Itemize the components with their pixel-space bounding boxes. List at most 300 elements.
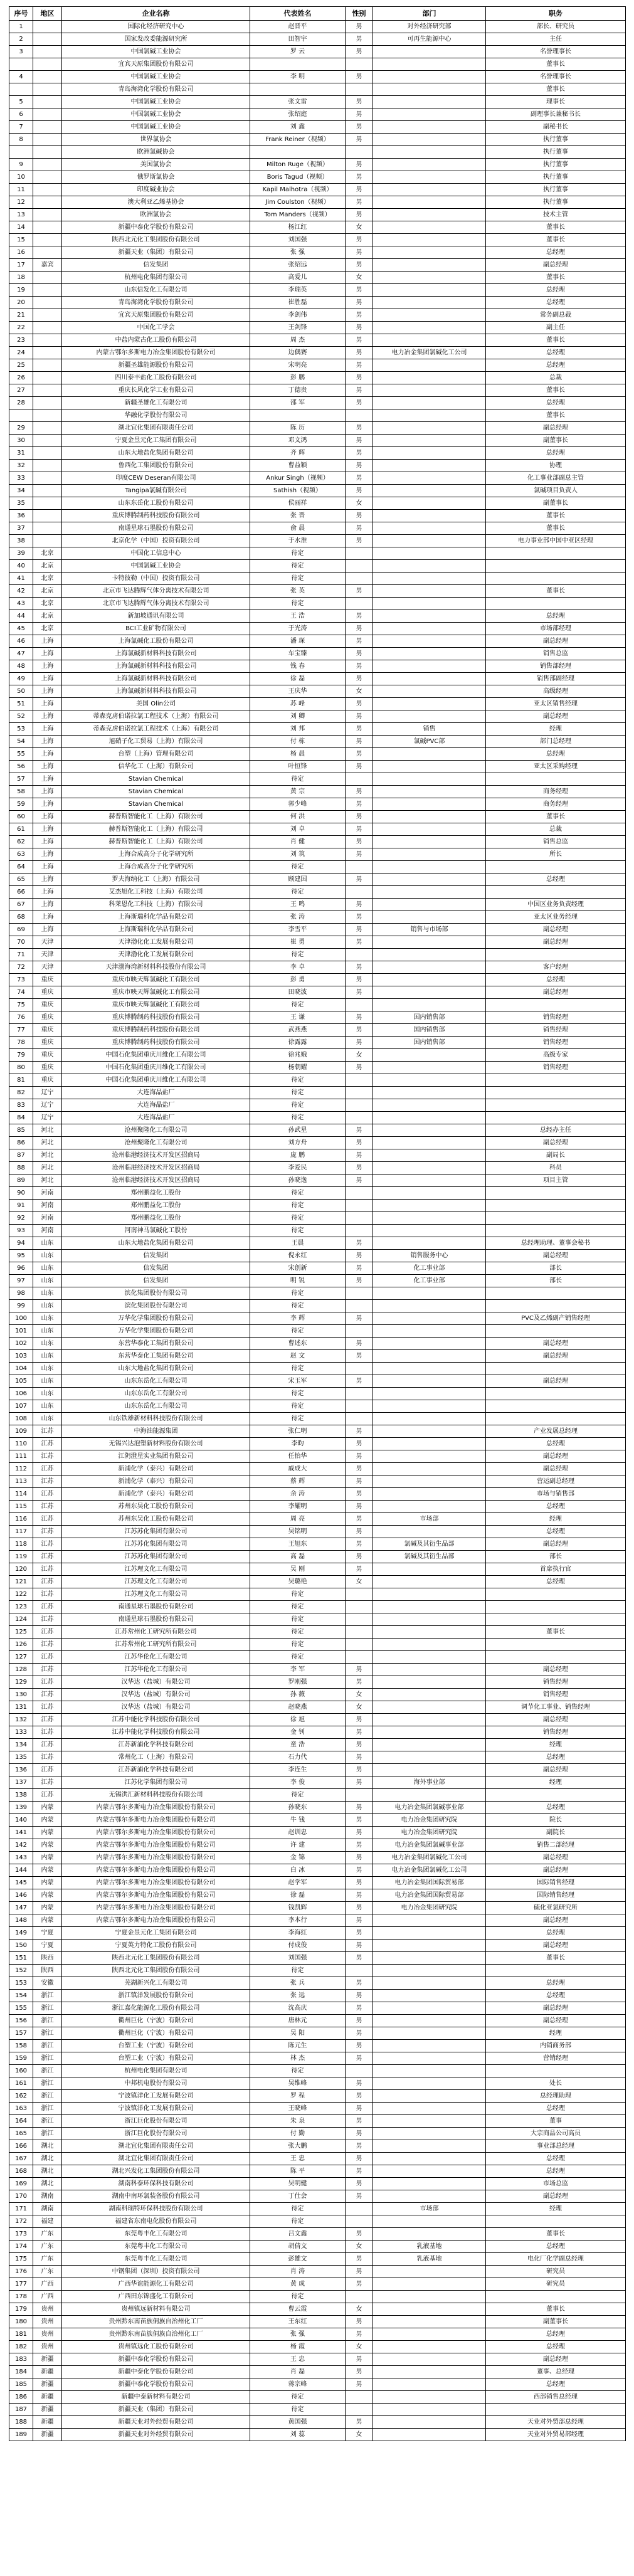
cell-company: 信发集团 [62, 1275, 250, 1287]
cell-dept [373, 748, 486, 761]
cell-no: 64 [9, 861, 33, 874]
cell-title: 亚太区采购经理 [486, 761, 626, 773]
cell-gender: 男 [346, 259, 373, 272]
cell-gender [346, 1112, 373, 1124]
cell-name: Ankur Singh（视频） [250, 472, 346, 485]
cell-title: 销售部经理 [486, 660, 626, 673]
cell-gender [346, 409, 373, 422]
cell-company: 内蒙古鄂尔多斯电力冶金集团股份有限公司 [62, 1827, 250, 1839]
cell-dept: 国内销售部 [373, 1011, 486, 1024]
cell-gender [346, 999, 373, 1011]
cell-region: 广西 [33, 2278, 62, 2291]
cell-no: 74 [9, 986, 33, 999]
cell-no: 5 [9, 96, 33, 108]
cell-company: 江苏苏化集团有限公司 [62, 1526, 250, 1538]
cell-title: 销售经理 [486, 1676, 626, 1689]
header-company: 企业名称 [62, 7, 250, 21]
cell-gender: 男 [346, 234, 373, 246]
cell-no: 26 [9, 372, 33, 384]
cell-dept [373, 999, 486, 1011]
cell-no: 100 [9, 1312, 33, 1325]
cell-dept [373, 146, 486, 159]
cell-company: 信发集团 [62, 1250, 250, 1262]
table-row [9, 811, 626, 823]
table-row [9, 1927, 626, 1940]
cell-dept [373, 2190, 486, 2203]
cell-gender [346, 146, 373, 159]
cell-name: 潘 琛 [250, 635, 346, 648]
table-row [9, 2241, 626, 2253]
table-row [9, 96, 626, 108]
cell-title: 销售经理 [486, 1062, 626, 1074]
cell-dept [373, 949, 486, 961]
cell-name: 张 兵 [250, 1977, 346, 1990]
cell-title: 西部销售总经理 [486, 2391, 626, 2404]
cell-name: 待定 [250, 2404, 346, 2416]
cell-no: 151 [9, 1952, 33, 1965]
cell-gender: 男 [346, 1237, 373, 1250]
cell-region: 广东 [33, 2228, 62, 2241]
cell-region: 江苏 [33, 1501, 62, 1513]
cell-no: 143 [9, 1852, 33, 1864]
cell-dept [373, 2353, 486, 2366]
cell-company: 中海油能源集团 [62, 1425, 250, 1438]
cell-dept [373, 698, 486, 710]
cell-title: 总经理 [486, 2241, 626, 2253]
table-row [9, 1714, 626, 1726]
cell-no: 15 [9, 234, 33, 246]
cell-name: 田智宇 [250, 33, 346, 46]
cell-gender: 男 [346, 2090, 373, 2103]
cell-region [33, 234, 62, 246]
cell-company: 新浦化学（泰兴）有限公司 [62, 1463, 250, 1475]
cell-no: 164 [9, 2115, 33, 2128]
cell-no: 17 [9, 259, 33, 272]
cell-company: 中国氯碱工业协会 [62, 46, 250, 58]
cell-no: 57 [9, 773, 33, 786]
cell-dept [373, 710, 486, 723]
cell-dept [373, 435, 486, 447]
cell-gender: 男 [346, 1739, 373, 1751]
cell-title: 名誉理事长 [486, 71, 626, 83]
cell-title: 董事长 [486, 221, 626, 234]
cell-region [33, 359, 62, 372]
cell-region: 山东 [33, 1287, 62, 1300]
cell-no: 54 [9, 736, 33, 748]
cell-no: 179 [9, 2303, 33, 2316]
cell-no: 131 [9, 1701, 33, 1714]
cell-title: 研究员 [486, 2278, 626, 2291]
cell-dept [373, 2303, 486, 2316]
cell-title: 董事长 [486, 234, 626, 246]
cell-no: 158 [9, 2040, 33, 2052]
table-row [9, 623, 626, 635]
cell-no: 76 [9, 1011, 33, 1024]
cell-title: 部长、研究员 [486, 21, 626, 33]
cell-company: 山东大地盐化集团有限公司 [62, 1237, 250, 1250]
table-row [9, 1789, 626, 1802]
cell-company: 广西田东锦盛化工有限公司 [62, 2291, 250, 2303]
cell-company: 中国石化集团重庆川维化工有限公司 [62, 1074, 250, 1087]
cell-name: 罗 程 [250, 2090, 346, 2103]
cell-name: 赵晋平 [250, 21, 346, 33]
cell-title: 总经理 [486, 1501, 626, 1513]
cell-title: 董事长 [486, 1626, 626, 1639]
cell-gender [346, 1225, 373, 1237]
cell-dept: 乳液基地 [373, 2241, 486, 2253]
cell-gender: 男 [346, 823, 373, 836]
cell-region: 江苏 [33, 1463, 62, 1475]
cell-name: 李剑伟 [250, 309, 346, 322]
cell-name: 白 冰 [250, 1864, 346, 1877]
cell-dept [373, 1350, 486, 1363]
cell-gender [346, 1087, 373, 1099]
cell-title: 董事长 [486, 272, 626, 284]
cell-dept [373, 234, 486, 246]
cell-dept: 电力冶金集团研究院 [373, 1814, 486, 1827]
cell-gender: 男 [346, 1124, 373, 1137]
cell-region: 江苏 [33, 1764, 62, 1776]
cell-dept [373, 2015, 486, 2027]
cell-gender: 男 [346, 485, 373, 497]
cell-name: 待定 [250, 1287, 346, 1300]
cell-title [486, 2065, 626, 2077]
cell-name: 李海红 [250, 1927, 346, 1940]
cell-dept: 市场部 [373, 2203, 486, 2215]
table-row [9, 761, 626, 773]
cell-dept [373, 1488, 486, 1501]
cell-title [486, 598, 626, 610]
cell-no: 110 [9, 1438, 33, 1450]
cell-region: 上海 [33, 836, 62, 848]
cell-region: 辽宁 [33, 1099, 62, 1112]
cell-region: 上海 [33, 698, 62, 710]
cell-gender: 男 [346, 924, 373, 936]
cell-dept [373, 1651, 486, 1664]
cell-region: 江苏 [33, 1664, 62, 1676]
cell-gender [346, 1789, 373, 1802]
cell-title: 销售部副经理 [486, 673, 626, 685]
cell-title: 执行董事 [486, 146, 626, 159]
cell-title: 总经理 [486, 748, 626, 761]
cell-company: 沧州临港经济技术开发区招商局 [62, 1149, 250, 1162]
cell-name: 待定 [250, 2391, 346, 2404]
cell-dept [373, 246, 486, 259]
cell-no: 141 [9, 1827, 33, 1839]
table-row [9, 2328, 626, 2341]
cell-gender: 男 [346, 974, 373, 986]
cell-gender: 男 [346, 736, 373, 748]
cell-name: 彭 鹏 [250, 372, 346, 384]
cell-no: 12 [9, 196, 33, 209]
table-row [9, 2027, 626, 2040]
cell-region: 辽宁 [33, 1112, 62, 1124]
cell-title: 总经理 [486, 1802, 626, 1814]
cell-company: 新疆中泰化学股份有限公司 [62, 2353, 250, 2366]
cell-name: 陈元生 [250, 2040, 346, 2052]
cell-title: 总经理 [486, 1751, 626, 1764]
cell-gender: 男 [346, 1312, 373, 1325]
table-row [9, 949, 626, 961]
cell-name: 俞 晨 [250, 522, 346, 535]
cell-no: 153 [9, 1977, 33, 1990]
cell-name: 刘国强 [250, 234, 346, 246]
cell-title: 总经理 [486, 974, 626, 986]
cell-dept [373, 1601, 486, 1613]
cell-dept [373, 660, 486, 673]
table-row [9, 1275, 626, 1287]
cell-company: 内蒙古鄂尔多斯电力冶金集团股份有限公司 [62, 1839, 250, 1852]
cell-company: 重庆市映天辉氯碱化工有限公司 [62, 999, 250, 1011]
cell-gender: 男 [346, 2278, 373, 2291]
table-row [9, 21, 626, 33]
cell-region: 河南 [33, 1212, 62, 1225]
table-row [9, 598, 626, 610]
cell-dept: 乳液基地 [373, 2253, 486, 2266]
cell-region: 内蒙 [33, 1852, 62, 1864]
cell-dept [373, 2065, 486, 2077]
table-row [9, 422, 626, 435]
cell-dept [373, 1588, 486, 1601]
table-row [9, 848, 626, 861]
cell-name: 余 涛 [250, 1488, 346, 1501]
table-row [9, 1676, 626, 1689]
cell-gender: 男 [346, 1037, 373, 1049]
cell-region: 内蒙 [33, 1802, 62, 1814]
cell-gender: 男 [346, 2228, 373, 2241]
cell-gender: 男 [346, 1450, 373, 1463]
cell-dept [373, 1501, 486, 1513]
cell-no: 174 [9, 2241, 33, 2253]
cell-name: 黄 成 [250, 2278, 346, 2291]
cell-company: 宁夏金昱元化工集团有限公司 [62, 435, 250, 447]
table-row [9, 961, 626, 974]
cell-dept [373, 472, 486, 485]
cell-gender: 男 [346, 1538, 373, 1551]
cell-company: 无锡洪汇新材料科技股份有限公司 [62, 1789, 250, 1802]
cell-region: 上海 [33, 710, 62, 723]
cell-title [486, 949, 626, 961]
cell-title: 副总经理 [486, 1664, 626, 1676]
cell-dept [373, 1526, 486, 1538]
cell-title: 处长 [486, 2077, 626, 2090]
cell-company: 江苏中能化学科技股份有限公司 [62, 1714, 250, 1726]
cell-name: 金 钊 [250, 1726, 346, 1739]
cell-gender: 男 [346, 447, 373, 460]
cell-gender: 男 [346, 1802, 373, 1814]
cell-gender: 男 [346, 2178, 373, 2190]
cell-name: 石力代 [250, 1751, 346, 1764]
cell-company: 中国石化集团重庆川维化工有限公司 [62, 1049, 250, 1062]
cell-company: 沧州聚隆化工有限公司 [62, 1137, 250, 1149]
cell-no: 104 [9, 1363, 33, 1375]
cell-gender: 男 [346, 1062, 373, 1074]
cell-dept: 电力冶金集团氯碱事业部 [373, 1839, 486, 1852]
table-row [9, 1463, 626, 1475]
cell-dept [373, 1726, 486, 1739]
cell-company: 重庆博腾制药科技股份有限公司 [62, 1037, 250, 1049]
cell-gender: 男 [346, 798, 373, 811]
cell-company: 上海斯瑞科化学品有限公司 [62, 911, 250, 924]
cell-name: 孙晓东 [250, 1802, 346, 1814]
table-row [9, 1400, 626, 1413]
table-row [9, 347, 626, 359]
cell-name: 胡倩文 [250, 2241, 346, 2253]
cell-title [486, 1601, 626, 1613]
cell-no: 181 [9, 2328, 33, 2341]
cell-name: 王东红 [250, 2316, 346, 2328]
cell-title: 市场与销售部 [486, 1488, 626, 1501]
cell-title: 执行董事 [486, 171, 626, 184]
cell-region: 江苏 [33, 1576, 62, 1588]
cell-no [9, 83, 33, 96]
cell-gender: 男 [346, 1914, 373, 1927]
cell-name: 待定 [250, 1965, 346, 1977]
cell-company: 湖南中南环氯装备股份有限公司 [62, 2190, 250, 2203]
cell-no: 123 [9, 1601, 33, 1613]
cell-gender: 男 [346, 2115, 373, 2128]
cell-dept [373, 1425, 486, 1438]
cell-dept [373, 184, 486, 196]
cell-no: 96 [9, 1262, 33, 1275]
cell-name: 待定 [250, 1789, 346, 1802]
cell-region: 上海 [33, 635, 62, 648]
cell-title: 总经理 [486, 874, 626, 886]
cell-no: 45 [9, 623, 33, 635]
cell-region: 上海 [33, 823, 62, 836]
cell-name: 肖 磊 [250, 2366, 346, 2378]
cell-region: 北京 [33, 547, 62, 560]
cell-name: 陈 历 [250, 422, 346, 435]
cell-dept [373, 1676, 486, 1689]
cell-no: 161 [9, 2077, 33, 2090]
cell-company: 东莞粤丰化工有限公司 [62, 2228, 250, 2241]
cell-company: 滨化集团股份有限公司 [62, 1300, 250, 1312]
cell-name: 李 俊 [250, 1776, 346, 1789]
cell-name: 许 建 [250, 1839, 346, 1852]
cell-region: 上海 [33, 723, 62, 736]
cell-name: 待定 [250, 2215, 346, 2228]
cell-dept [373, 1225, 486, 1237]
table-row [9, 1576, 626, 1588]
cell-title: 董事长 [486, 83, 626, 96]
cell-name: 李 辉 [250, 1312, 346, 1325]
cell-dept [373, 297, 486, 309]
cell-company: 宁波镇洋化工发展有限公司 [62, 2090, 250, 2103]
cell-title: 总经理 [486, 2328, 626, 2341]
cell-name: 张大鹏 [250, 2140, 346, 2153]
cell-name: 刘 邦 [250, 723, 346, 736]
table-row [9, 2404, 626, 2416]
cell-no: 44 [9, 610, 33, 623]
cell-dept: 氯碱及其衍生品部 [373, 1551, 486, 1563]
cell-company: 内蒙古鄂尔多斯电力冶金集团股份有限公司 [62, 1889, 250, 1902]
cell-no: 41 [9, 573, 33, 585]
cell-no: 69 [9, 924, 33, 936]
cell-name: 边偶赛 [250, 347, 346, 359]
table-row [9, 911, 626, 924]
cell-company: 北京化学（中国）投资有限公司 [62, 535, 250, 547]
cell-title: 副总经理 [486, 1764, 626, 1776]
cell-no: 139 [9, 1802, 33, 1814]
cell-gender: 女 [346, 221, 373, 234]
cell-title [486, 1400, 626, 1413]
cell-name: 张绍远 [250, 259, 346, 272]
cell-name: 待定 [250, 1588, 346, 1601]
cell-company: 美国 Olin公司 [62, 698, 250, 710]
table-row [9, 1626, 626, 1639]
cell-title: 总经理 [486, 447, 626, 460]
cell-company: 滨化集团股份有限公司 [62, 1287, 250, 1300]
cell-gender: 男 [346, 71, 373, 83]
cell-name: 吴铭明 [250, 1526, 346, 1538]
cell-company: 澳大利亚乙烯基协会 [62, 196, 250, 209]
cell-region [33, 460, 62, 472]
cell-region: 上海 [33, 811, 62, 823]
cell-no: 91 [9, 1200, 33, 1212]
cell-no: 108 [9, 1413, 33, 1425]
cell-gender: 男 [346, 535, 373, 547]
cell-title: 总经理 [486, 246, 626, 259]
cell-no: 34 [9, 485, 33, 497]
cell-title: 副总经理 [486, 422, 626, 435]
cell-region: 江苏 [33, 1438, 62, 1450]
cell-company: 上海合成高分子化学研究所 [62, 861, 250, 874]
cell-name: 待定 [250, 547, 346, 560]
cell-region: 江苏 [33, 1613, 62, 1626]
cell-region: 上海 [33, 874, 62, 886]
cell-gender: 男 [346, 2015, 373, 2027]
cell-dept [373, 2416, 486, 2429]
cell-gender: 男 [346, 1776, 373, 1789]
cell-gender: 男 [346, 2103, 373, 2115]
cell-no: 60 [9, 811, 33, 823]
cell-region [33, 510, 62, 522]
cell-dept [373, 121, 486, 134]
cell-region: 上海 [33, 648, 62, 660]
cell-company: 沧州聚隆化工有限公司 [62, 1124, 250, 1137]
cell-title: 副总经理 [486, 1450, 626, 1463]
cell-name: 曹云霞 [250, 2303, 346, 2316]
table-row [9, 522, 626, 535]
cell-no: 122 [9, 1588, 33, 1601]
cell-name: Sathish（视频） [250, 485, 346, 497]
cell-name: 李雪平 [250, 924, 346, 936]
cell-dept [373, 1287, 486, 1300]
cell-no: 33 [9, 472, 33, 485]
cell-dept: 对外经济研究部 [373, 21, 486, 33]
cell-dept [373, 1187, 486, 1200]
cell-gender: 男 [346, 2353, 373, 2366]
cell-dept [373, 786, 486, 798]
cell-region [33, 121, 62, 134]
cell-dept: 电力冶金集团氯碱化工公司 [373, 1864, 486, 1877]
cell-dept [373, 2002, 486, 2015]
cell-dept [373, 309, 486, 322]
header-region: 地区 [33, 7, 62, 21]
table-row [9, 1175, 626, 1187]
cell-region [33, 485, 62, 497]
cell-dept [373, 284, 486, 297]
cell-name: 待定 [250, 1074, 346, 1087]
cell-region [33, 284, 62, 297]
cell-no: 144 [9, 1864, 33, 1877]
cell-name: 张 晋 [250, 510, 346, 522]
cell-company: 青岛海湾化学股份有限公司 [62, 297, 250, 309]
cell-company: 上海氯碱化工股份有限公司 [62, 635, 250, 648]
cell-company: 鲁西化工集团股份有限公司 [62, 460, 250, 472]
cell-dept [373, 2378, 486, 2391]
